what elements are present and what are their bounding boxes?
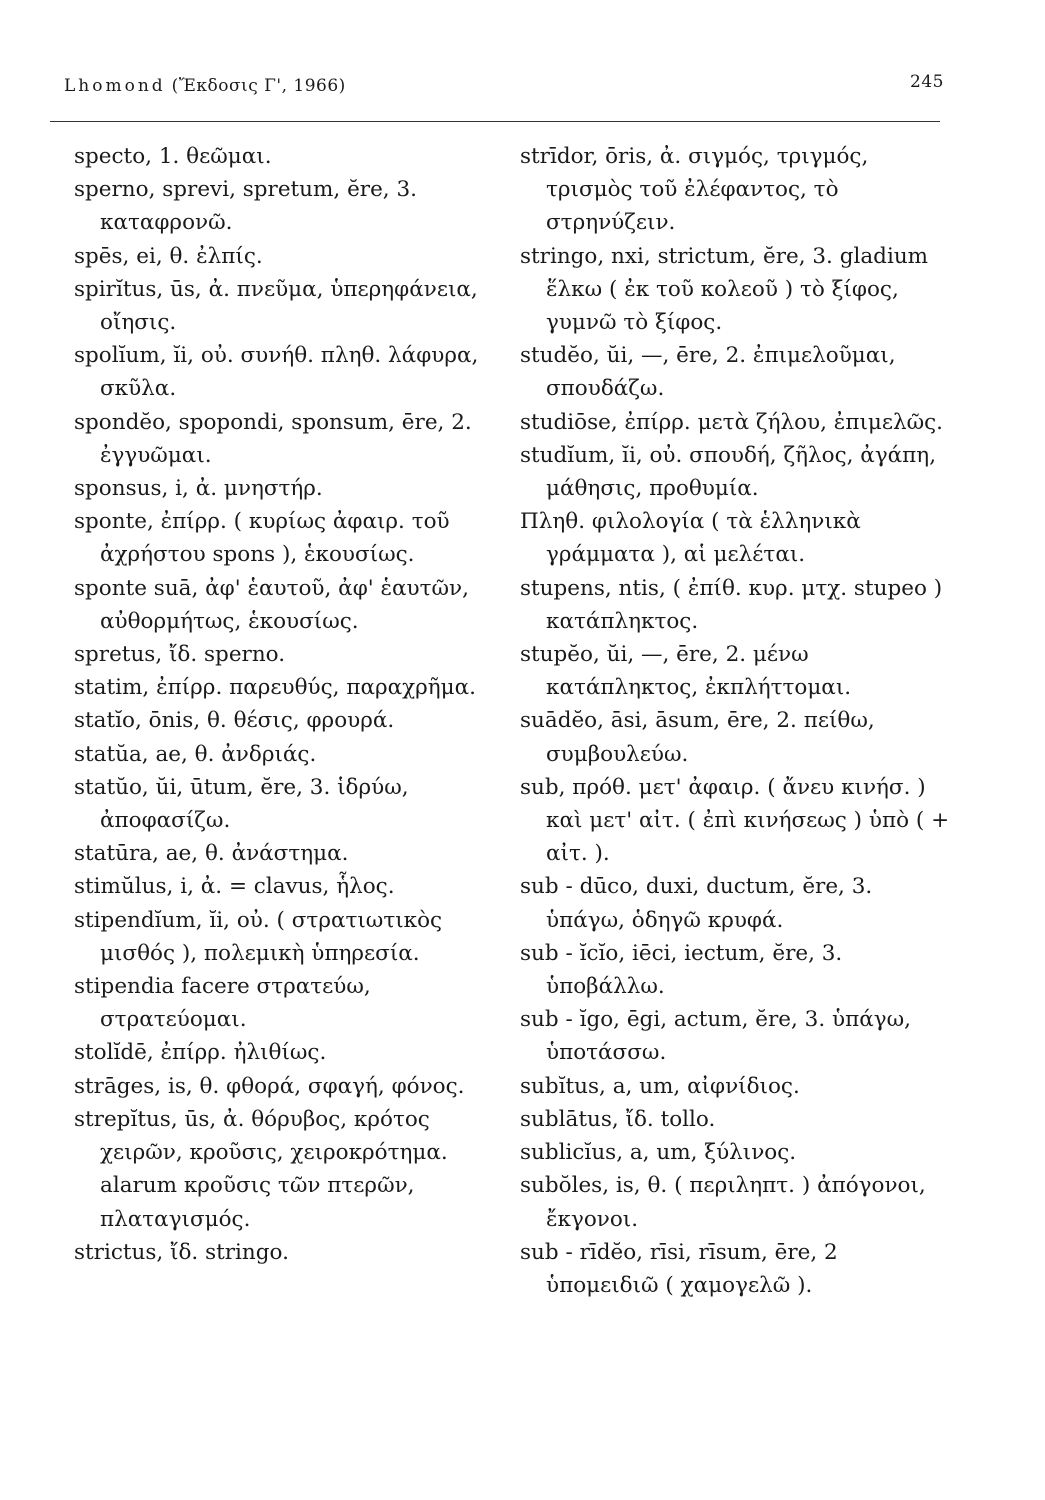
dictionary-entry: spirĭtus, ūs, ἀ. πνεῦμα, ὑπερηφάνεια, οἴησις. — [74, 276, 478, 336]
dictionary-entry: stringo, nxi, strictum, ĕre, 3. gladium ἕλκω ( ἐκ τοῦ κολεοῦ ) τὸ ξίφος, γυμνῶ τὸ ξίφος. — [520, 243, 929, 336]
header-rule — [50, 121, 940, 122]
header-edition: (Ἔκδοσις Γ', 1966) — [171, 76, 346, 96]
dictionary-entry: statĭo, ōnis, θ. θέσις, φρουρά. — [74, 708, 395, 734]
dictionary-entry: sperno, sprevi, spretum, ĕre, 3. καταφρονῶ. — [74, 177, 417, 236]
right-column — [520, 140, 950, 1302]
dictionary-entry: studiōse, ἐπίρρ. μετὰ ζήλου, ἐπιμελῶς. — [520, 409, 944, 435]
dictionary-entry: stimŭlus, i, ἀ. = clavus, ἧλος. — [74, 874, 395, 900]
dictionary-entry: sub - ĭgo, ēgi, actum, ĕre, 3. ὑπάγω, ὑποτάσσω. — [520, 1007, 911, 1066]
dictionary-entry: spēs, ei, θ. ἐλπίς. — [74, 243, 263, 269]
dictionary-entry: sub, πρόθ. μετ' ἀφαιρ. ( ἄνευ κινήσ. ) καὶ μετ' αἰτ. ( ἐπὶ κινήσεως ) ὑπὸ ( + αἰτ. ). — [520, 774, 950, 867]
dictionary-entry: subŏles, is, θ. ( περιληπτ. ) ἀπόγονοι, ἔκγονοι. — [520, 1173, 926, 1232]
left-column — [74, 140, 504, 1269]
dictionary-entry: strepĭtus, ūs, ἀ. θόρυβος, κρότος χειρῶν, κροῦσις, χειροκρότημα. alarum κροῦσις τῶν πτερῶν, πλαταγισμός. — [74, 1106, 448, 1232]
page-number: 245 — [910, 72, 944, 92]
dictionary-entry: statŭa, ae, θ. ἀνδριάς. — [74, 741, 317, 767]
dictionary-entry: sponte suā, ἀφ' ἑαυτοῦ, ἀφ' ἑαυτῶν, αὐθορμήτως, ἑκουσίως. — [74, 575, 469, 634]
dictionary-entry: suādĕo, āsi, āsum, ēre, 2. πείθω, συμβουλεύω. — [520, 708, 875, 767]
dictionary-entry: statūra, ae, θ. ἀνάστημα. — [74, 841, 349, 867]
dictionary-entry: sponsus, i, ἀ. μνηστήρ. — [74, 476, 323, 502]
dictionary-entry: strictus, ἴδ. stringo. — [74, 1239, 289, 1265]
dictionary-entry: statŭo, ŭi, ūtum, ĕre, 3. ἱδρύω, ἀποφασίζω. — [74, 774, 409, 834]
dictionary-entry: stolĭdē, ἐπίρρ. ἠλιθίως. — [74, 1040, 327, 1066]
dictionary-entry: studĭum, ĭi, οὐ. σπουδή, ζῆλος, ἀγάπη, μάθησις, προθυμία. — [520, 442, 937, 502]
dictionary-entry: specto, 1. θεῶμαι. — [74, 144, 272, 169]
dictionary-entry: stipendĭum, ĭi, οὐ. ( στρατιωτικὸς μισθός ), πολεμικὴ ὑπηρεσία. — [74, 907, 443, 966]
dictionary-entry: stipendia facere στρατεύω, στρατεύομαι. — [74, 974, 371, 1033]
page-header — [64, 72, 944, 102]
header-author: Lhomond — [64, 76, 166, 96]
dictionary-entry: sub - rīdĕo, rīsi, rīsum, ēre, 2 ὑπομειδιῶ ( χαμογελῶ ). — [520, 1239, 838, 1298]
running-head — [64, 76, 346, 96]
dictionary-entry: strīdor, ōris, ἀ. σιγμός, τριγμός, τρισμὸς τοῦ ἐλέφαντος, τὸ στρηνύζειν. — [520, 144, 869, 236]
dictionary-entry: sublicĭus, a, um, ξύλινος. — [520, 1140, 797, 1166]
dictionary-entry: sub - ĭcĭo, iēci, iectum, ĕre, 3. ὑποβάλλω. — [520, 940, 843, 1000]
dictionary-entry: sublātus, ἴδ. tollo. — [520, 1106, 716, 1132]
dictionary-entry: statim, ἐπίρρ. παρευθύς, παραχρῆμα. — [74, 675, 477, 701]
dictionary-entry: stupens, ntis, ( ἐπίθ. κυρ. μτχ. stupeo ) κατάπληκτος. — [520, 575, 943, 634]
dictionary-entry: strāges, is, θ. φθορά, σφαγή, φόνος. — [74, 1073, 465, 1099]
dictionary-entry: sub - dūco, duxi, ductum, ĕre, 3. ὑπάγω, ὁδηγῶ κρυφά. — [520, 874, 873, 933]
dictionary-entry: Πληθ. φιλολογία ( τὰ ἑλληνικὰ γράμματα ), αἱ μελέται. — [520, 509, 861, 568]
dictionary-entry: subĭtus, a, um, αἰφνίδιος. — [520, 1073, 800, 1099]
dictionary-entry: sponte, ἐπίρρ. ( κυρίως ἀφαιρ. τοῦ ἀχρήστου spons ), ἑκουσίως. — [74, 509, 450, 568]
dictionary-entry: spolĭum, ĭi, οὐ. συνήθ. πληθ. λάφυρα, σκῦλα. — [74, 343, 479, 402]
dictionary-entry: stupĕo, ŭi, —, ēre, 2. μένω κατάπληκτος, ἐκπλήττομαι. — [520, 642, 852, 701]
dictionary-entry: spondĕo, spopondi, sponsum, ēre, 2. ἐγγυῶμαι. — [74, 409, 472, 468]
dictionary-entry: spretus, ἴδ. sperno. — [74, 642, 286, 668]
dictionary-entry: studĕo, ŭi, —, ēre, 2. ἐπιμελοῦμαι, σπουδάζω. — [520, 343, 896, 402]
